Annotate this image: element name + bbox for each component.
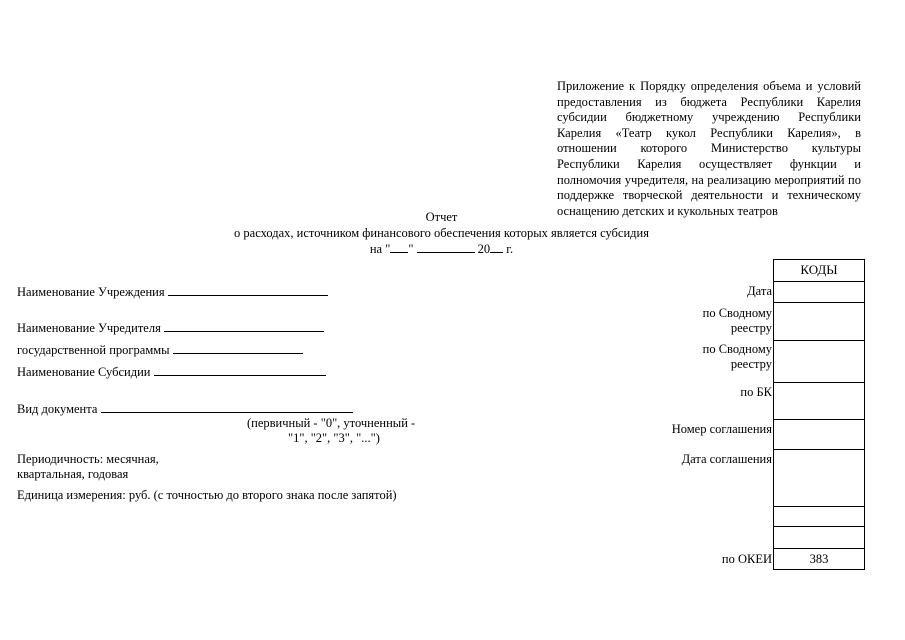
institution-blank: [168, 284, 328, 296]
blank-code-cell-1: [773, 506, 865, 527]
blank-code-cell-2: [773, 526, 865, 549]
month-blank: [417, 241, 475, 253]
program-label: государственной программы: [17, 343, 170, 357]
okei-code-cell: 383: [773, 548, 865, 570]
program-field: [17, 342, 303, 359]
registry-2-label-a: по Сводному: [702, 342, 772, 356]
doc-type-note-2: "1", "2", "3", "..."): [288, 431, 380, 445]
codes-header: КОДЫ: [773, 259, 865, 282]
appendix-note: Приложение к Порядку определения объема и условий предоставления из бюджета Республики Карелия субсидии бюджетному учреждению Республики Карелия «Театр кукол Республики Карелия», в отношении которого Министерство культуры Республики Карелия осуществляет функции и полномочия учредителя, на реализацию мероприятий по поддержке творческой деятельности и техническому оснащению детских и кукольных театров: [557, 79, 861, 218]
doc-type-label: Вид документа: [17, 402, 98, 416]
institution-label: Наименование Учреждения: [17, 285, 165, 299]
report-date-year: 20: [477, 242, 491, 256]
registry-1-cell: [773, 302, 865, 341]
unit-line: Единица измерения: руб. (с точностью до второго знака после запятой): [17, 488, 397, 502]
institution-field: [17, 284, 328, 301]
founder-field: [17, 320, 324, 337]
doc-type-note-1: (первичный - "0", уточненный -: [247, 416, 416, 430]
registry-2-label-b: реестру: [730, 357, 772, 371]
periodicity-line-1: Периодичность: месячная,: [17, 452, 159, 466]
agreement-date-label: Дата соглашения: [681, 452, 772, 466]
registry-2-cell: [773, 340, 865, 383]
agreement-number-cell: [773, 419, 865, 450]
bk-code-label: по БК: [740, 385, 772, 399]
periodicity-line-2: квартальная, годовая: [17, 467, 129, 481]
agreement-number-label: Номер соглашения: [671, 422, 772, 436]
report-date-mid: ": [408, 242, 414, 256]
doc-type-blank: [101, 401, 353, 413]
bk-code-cell: [773, 382, 865, 420]
report-date-prefix: на ": [369, 242, 391, 256]
report-date-suffix: г.: [506, 242, 514, 256]
day-blank: [390, 241, 408, 253]
registry-1-label-a: по Сводному: [702, 306, 772, 320]
agreement-date-cell: [773, 449, 865, 507]
subsidy-blank: [154, 364, 326, 376]
okei-label: по ОКЕИ: [721, 552, 772, 566]
founder-label: Наименование Учредителя: [17, 321, 161, 335]
program-blank: [173, 342, 303, 354]
year-blank: [490, 241, 503, 253]
registry-1-label-b: реестру: [730, 321, 772, 335]
founder-blank: [164, 320, 324, 332]
report-title: Отчет: [425, 210, 458, 224]
subsidy-label: Наименование Субсидии: [17, 365, 151, 379]
date-code-label: Дата: [747, 284, 772, 298]
report-date-line: [0, 241, 883, 258]
subsidy-field: [17, 364, 326, 381]
report-subtitle: о расходах, источником финансового обеспечения которых является субсидия: [234, 226, 649, 240]
date-code-cell: [773, 281, 865, 303]
